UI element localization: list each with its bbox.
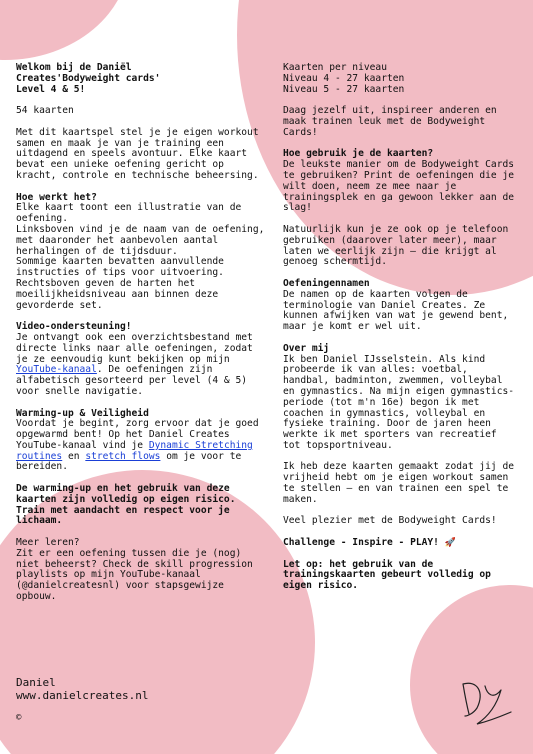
right-column bbox=[283, 63, 519, 603]
warmup-text-after: om je voor te bereiden. bbox=[16, 450, 242, 473]
about-text-3: Veel plezier met de Bodyweight Cards! bbox=[283, 515, 497, 527]
rocket-icon: 🚀 bbox=[444, 538, 456, 549]
how-text: Elke kaart toont een illustratie van de oefening. Linksboven vind je de naam van de oefening, met daaronder het aanbevolen aantal herhalingen of de tijdsduur. Sommige kaarten bevatten aanvullende instructies of tips voor uitvoering. Rechtsboven geven de harten het moeilijkheidsniveau aan binnen deze gevorderde set. bbox=[16, 202, 265, 311]
youtube-channel-link[interactable]: YouTube-kanaal bbox=[16, 364, 97, 376]
page-title: Welkom bij de Daniël Creates'Bodyweight cards' Level 4 & 5! bbox=[16, 62, 161, 95]
about-text: Ik ben Daniel IJsselstein. Als kind probeerde ik van alles: voetbal, handbal, badminton, zwemmen, volleybal en gymnastics. Na mijn eigen gymnastics-periode (tot m'n 16e) begon ik met coachen in gymnastics, volleybal en fysieke training. Door de jaren heen werkte ik met sporters van recreatief tot topsportniveau. bbox=[283, 353, 515, 451]
dynamic-stretching-link[interactable]: Dynamic Stretching routines bbox=[16, 439, 253, 462]
risk-warning bbox=[16, 484, 268, 527]
warmup-heading: Warming-up & Veiligheid bbox=[16, 407, 149, 419]
video-text bbox=[16, 333, 268, 398]
levels-text: Kaarten per niveau Niveau 4 - 27 kaarten Niveau 5 - 27 kaarten bbox=[283, 62, 405, 95]
usage-heading: Hoe gebruik je de kaarten? bbox=[283, 148, 434, 160]
usage-text: De leukste manier om de Bodyweight Cards te gebruiken? Print de oefeningen die je wilt doen, neem ze mee naar je trainingsplek en ga gewoon lekker aan de slag! bbox=[283, 159, 515, 214]
more-learning-text: Meer leren? Zit er een oefening tussen die je (nog) niet beheerst? Check de skill progression playlists op mijn YouTube-kanaal (@danielcreatesnl) voor stapsgewijze opbouw. bbox=[16, 537, 253, 603]
slogan-text: Challenge - Inspire - PLAY! bbox=[283, 537, 439, 549]
about-heading: Over mij bbox=[283, 342, 330, 354]
video-text-after: . De oefeningen zijn alfabetisch gesorteerd per level (4 & 5) voor snelle navigatie. bbox=[16, 364, 248, 397]
signature-icon bbox=[455, 672, 517, 730]
disclaimer bbox=[283, 560, 519, 592]
names-text: De namen op de kaarten volgen de terminologie van Daniel Creates. Ze kunnen afwijken van wat je gewend bent, maar je komt er wel uit. bbox=[283, 288, 509, 333]
warmup-text-before: Voordat je begint, zorg ervoor dat je goed opgewarmd bent! Op het Daniel Creates YouTube-kanaal vind je bbox=[16, 418, 259, 451]
left-column bbox=[16, 63, 268, 614]
warmup-text-mid: en bbox=[62, 450, 86, 462]
how-heading: Hoe werkt het? bbox=[16, 191, 97, 203]
decorative-blob-top-left bbox=[0, 0, 130, 60]
names-heading: Oefeningennamen bbox=[283, 277, 370, 289]
copyright-symbol: © bbox=[16, 713, 22, 723]
risk-warning-bold: De warming-up en het gebruik van deze kaarten zijn volledig op eigen risico. Train met aandacht en respect voor je lichaam. bbox=[16, 483, 236, 527]
card-count: 54 kaarten bbox=[16, 105, 74, 117]
footer-contact: Daniel www.danielcreates.nl bbox=[16, 676, 149, 702]
usage-text-2: Natuurlijk kun je ze ook op je telefoon gebruiken (daarover later meer), maar laten we eerlijk zijn — die krijgt al genoeg schermtijd. bbox=[283, 223, 509, 268]
disclaimer-bold: Let op: het gebruik van de trainingskaarten gebeurt volledig op eigen risico. bbox=[283, 558, 491, 592]
challenge-text: Daag jezelf uit, inspireer anderen en maak trainen leuk met de Bodyweight Cards! bbox=[283, 105, 497, 138]
stretch-flows-link[interactable]: stretch flows bbox=[85, 450, 161, 462]
intro-description: Met dit kaartspel stel je je eigen workout samen en maak je van je training een uitdagend en speels avontuur. Elke kaart bevat een unieke oefening gericht op kracht, controle en technische beheersing. bbox=[16, 126, 259, 181]
video-heading: Video-ondersteuning! bbox=[16, 321, 132, 333]
about-text-2: Ik heb deze kaarten gemaakt zodat jij de vrijheid hebt om je eigen workout samen te stellen — en van trainen een spel te maken. bbox=[283, 461, 515, 505]
video-text-before: Je ontvangt ook een overzichtsbestand met directe links naar alle oefeningen, zodat je ze eenvoudig kunt bekijken op mijn bbox=[16, 331, 253, 365]
slogan bbox=[283, 538, 519, 549]
warmup-text bbox=[16, 419, 268, 473]
